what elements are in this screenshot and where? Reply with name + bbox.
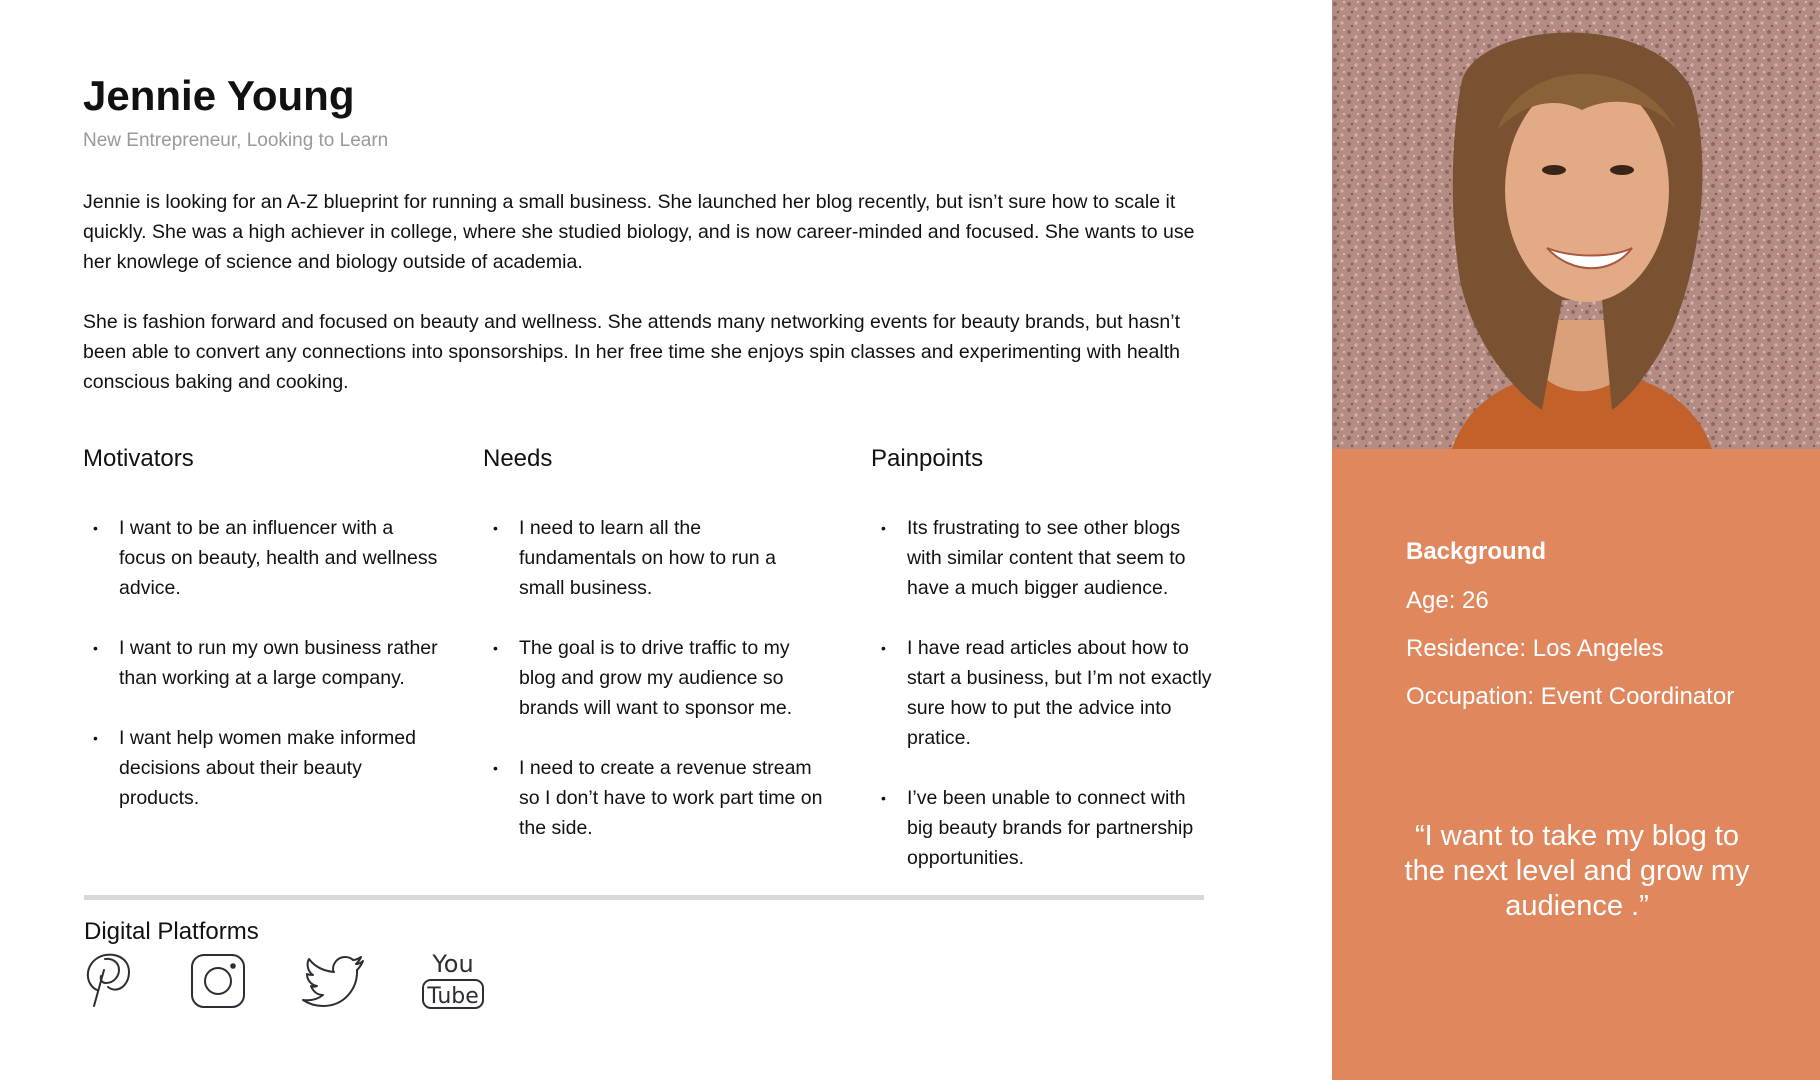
list-item: • I have read articles about how to start a business, but I’m not exactly sure how to put the advice into pratice. <box>871 633 1216 753</box>
bio-paragraph: Jennie is looking for an A-Z blueprint for running a small business. She launched her blog recently, but isn’t sure how to scale it quickly. She was a high achiever in college, where she studied biology, and is now career-minded and focused. She wants to use her knowlege of science and biology outside of academia. <box>83 191 1195 273</box>
motivators-list <box>83 513 438 813</box>
age-text: Age: 26 <box>1406 587 1489 614</box>
twitter-icon[interactable] <box>301 955 365 1009</box>
svg-text:Tube: Tube <box>427 984 479 1009</box>
list-item: • Its frustrating to see other blogs with similar content that seem to have a much bigger audience. <box>871 513 1216 603</box>
list-item: • I want to run my own business rather than working at a large company. <box>83 633 438 693</box>
motivators-section <box>83 445 438 843</box>
section-divider <box>84 895 1204 900</box>
needs-heading: Needs <box>483 445 553 472</box>
painpoints-section <box>871 445 1216 903</box>
list-item: • I’ve been unable to connect with big beauty brands for partnership opportunities. <box>871 783 1216 873</box>
list-item: • I need to learn all the fundamentals on how to run a small business. <box>483 513 823 603</box>
list-item: • The goal is to drive traffic to my blog and grow my audience so brands will want to sponsor me. <box>483 633 823 723</box>
platform-icons <box>83 950 503 1010</box>
persona-sidebar <box>1332 0 1820 1080</box>
svg-text:You: You <box>432 950 474 978</box>
list-item: • I want to be an influencer with a focus on beauty, health and wellness advice. <box>83 513 438 603</box>
youtube-icon[interactable] <box>421 948 485 1012</box>
residence-text: Residence: Los Angeles <box>1406 635 1664 662</box>
persona-photo <box>1332 0 1820 449</box>
persona-subtitle: New Entrepreneur, Looking to Learn <box>83 130 389 151</box>
bio-paragraph: She is fashion forward and focused on beauty and wellness. She attends many networking events for beauty brands, but hasn’t been able to convert any connections into sponsorships. In her free time she enjoys spin classes and experimenting with health conscious baking and cooking. <box>83 311 1181 393</box>
list-item: • I need to create a revenue stream so I don’t have to work part time on the side. <box>483 753 823 843</box>
persona-name: Jennie Young <box>83 72 355 119</box>
motivators-heading: Motivators <box>83 445 194 472</box>
persona-quote: “I want to take my blog to the next level and grow my audience .” <box>1404 820 1750 922</box>
pinterest-icon[interactable] <box>83 950 131 1008</box>
platforms-heading: Digital Platforms <box>84 918 259 945</box>
instagram-icon[interactable] <box>190 953 246 1009</box>
needs-section <box>483 445 823 873</box>
background-panel <box>1332 449 1820 1080</box>
painpoints-heading: Painpoints <box>871 445 984 472</box>
list-item: • I want help women make informed decisions about their beauty products. <box>83 723 438 813</box>
background-heading: Background <box>1406 538 1547 565</box>
occupation-text: Occupation: Event Coordinator <box>1406 683 1735 710</box>
painpoints-list <box>871 513 1216 873</box>
needs-list <box>483 513 823 843</box>
